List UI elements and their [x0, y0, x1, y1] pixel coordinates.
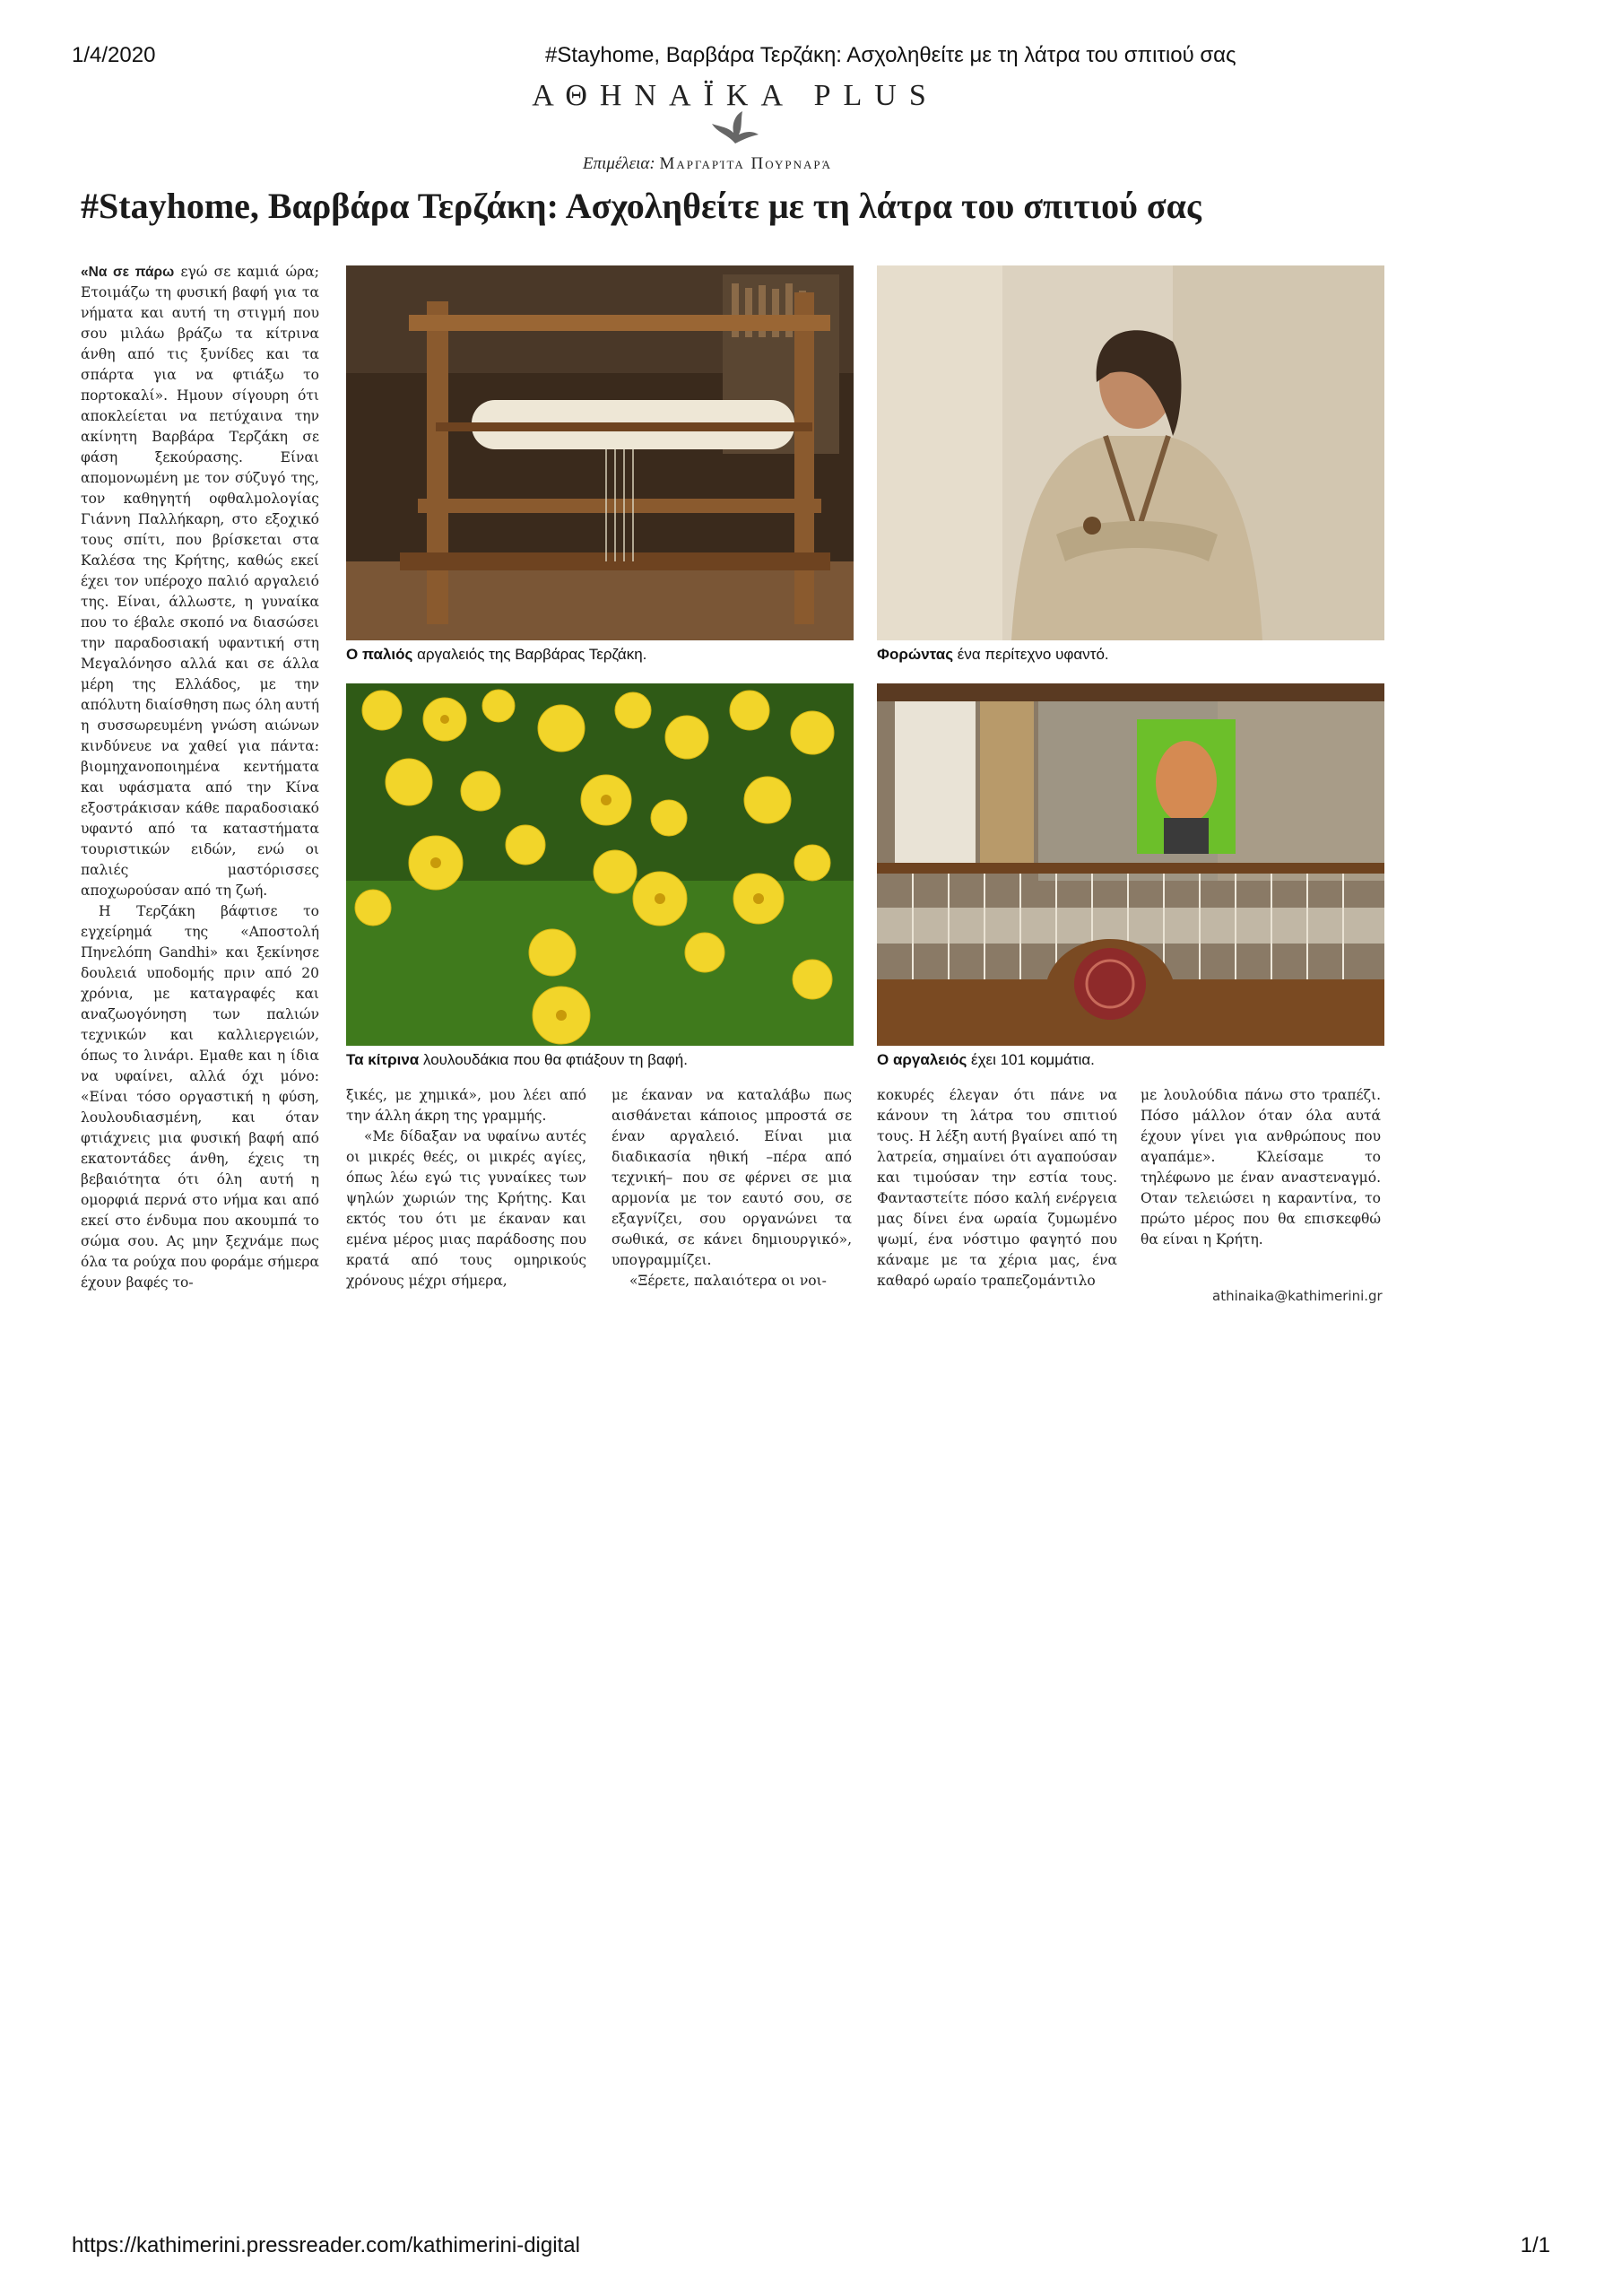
caption-text: αργαλειός της Βαρβάρας Τερζάκη. — [412, 646, 647, 663]
caption-lead: Τα κίτρινα — [346, 1051, 420, 1068]
loom-photo — [346, 265, 854, 640]
loom-room-photo-caption — [877, 1051, 1095, 1069]
caption-lead: Ο αργαλειός — [877, 1051, 967, 1068]
article-paragraph: Η Τερζάκη βάφτισε το εγχείρημά της «Αποστολή Πηνελόπη Gandhi» και ξεκίνησε δουλειά υποδομής πριν από 20 χρόνια, με καταγραφές και αναζωογόνηση των παλιών τεχνικών και καλλιεργειών, όπως το λινάρι. Εμαθε και η ίδια να υφαίνει, αλλά όχι μόνο: «Είναι τόσο οργαστική η φύση, λουλουδιασμένη, και όταν φτιάχνεις μια φυσική βαφή από εκατοντάδες άνθη, έχεις τη βεβαιότητα ότι όλη αυτή η ομορφιά περνά στο νήμα και από εκεί στο ένδυμα που ακουμπά το σώμα σου. Ας μην ξεχνάμε πως όλα τα ρούχα που φοράμε σήμερα έχουν βαφές το- — [81, 903, 319, 1291]
flowers-photo-caption — [346, 1051, 688, 1069]
article-lead: «Να σε πάρω — [81, 265, 175, 280]
bird-logo-icon — [708, 108, 762, 151]
caption-text: ένα περίτεχνο υφαντό. — [953, 646, 1109, 663]
editor-name: Μαργαρίτα Πουρναρά — [659, 154, 832, 173]
loom-photo-caption — [346, 646, 646, 664]
article-paragraph: «Με δίδαξαν να υφαίνω αυτές οι μικρές θεές, οι μικρές αγίες, όπως λέω εγώ τις γυναίκες των ψηλών χωριών της Κρήτης. Και εκτός του ότι με έκαναν και εμένα μέρος μιας παράδοσης που κρατά από τους ομηρικούς χρόνους μέχρι σήμερα, — [346, 1128, 586, 1289]
editor-credit — [583, 154, 832, 174]
portrait-photo-caption — [877, 646, 1109, 664]
section-masthead: ΑΘΗΝΑΪΚΑ PLUS — [532, 79, 939, 112]
browser-date: 1/4/2020 — [72, 43, 156, 67]
portrait-photo — [877, 265, 1384, 640]
flowers-photo — [346, 683, 854, 1046]
loom-room-photo — [877, 683, 1384, 1046]
caption-text: έχει 101 κομμάτια. — [967, 1051, 1095, 1068]
article-paragraph: με λουλούδια πάνω στο τραπέζι. Πόσο μάλλον όταν όλα αυτά έχουν γίνει για ανθρώπους που αγαπάμε». Κλείσαμε το τηλέφωνο με έναν αναστεναγμό. Οταν τελειώσει η καραντίνα, το πρώτο μέρος που θα επισκεφθώ θα είναι η Κρήτη. — [1141, 1087, 1381, 1248]
caption-text: λουλουδάκια που θα φτιάξουν τη βαφή. — [419, 1051, 688, 1068]
browser-page-title: #Stayhome, Βαρβάρα Τερζάκη: Ασχοληθείτε με τη λάτρα του σπιτιού σας — [545, 43, 1236, 67]
contact-email: athinaika@kathimerini.gr — [1212, 1288, 1383, 1304]
article-column-4 — [877, 1085, 1117, 1292]
article-column-2 — [346, 1085, 586, 1292]
article-text: εγώ σε καμιά ώρα; Ετοιμάζω τη φυσική βαφή για τα νήματα και αυτή τη στιγμή που σου μιλάω βράζω τα κίτρινα άνθη από τις ξυνίδες και τα σπάρτα για να φτιάξω το πορτοκαλί». Ημουν σίγουρη ότι αποκλείεται να πετύχαινα την ακίνητη Βαρβάρα Τερζάκη σε φάση ξεκούρασης. Είναι απομονωμένη με τον σύζυγό της, τον καθηγητή οφθαλμολογίας Γιάννη Παλλήκαρη, στο εξοχικό τους σπίτι, που βρίσκεται στα Καλέσα της Κρήτης, καθώς εκεί έχει τον υπέροχο παλιό αργαλειό της. Είναι, άλλωστε, η γυναίκα που το έβαλε σκοπό να διασώσει την παραδοσιακή υφαντική στη Μεγαλόνησο αλλά και σε άλλα μέρη της Ελλάδος, με την απόλυτη διαίσθηση πως όλη αυτή η συσσωρευμένη γνώση αιώνων κινδύνευε να χαθεί για πάντα: βιομηχανοποιημένα κεντήματα και υφάσματα από την Κίνα εξοστράκισαν κάθε παραδοσιακό υφαντό από τα καταστήματα τουριστικών ειδών, ενώ οι παλιές μαστόρισσες αποχωρούσαν από τη ζωή. — [81, 264, 319, 899]
article-headline: #Stayhome, Βαρβάρα Τερζάκη: Ασχοληθείτε με τη λάτρα του σπιτιού σας — [81, 186, 1201, 226]
article-column-3 — [612, 1085, 852, 1292]
page-count: 1/1 — [1520, 2233, 1550, 2257]
caption-lead: Φορώντας — [877, 646, 954, 663]
article-paragraph: με έκαναν να καταλάβω πως αισθάνεται κάποιος μπροστά σε έναν αργαλειό. Είναι μια διαδικασία ηθική –πέρα από τεχνική– που σε φέρνει σε μια αρμονία με τον εαυτό σου, σε εξαγνίζει, σου οργανώνει τα σωθικά, σε κάνει δημιουργικό», υπογραμμίζει. — [612, 1087, 852, 1268]
caption-lead: Ο παλιός — [346, 646, 413, 663]
article-paragraph: ξικές, με χημικά», μου λέει από την άλλη άκρη της γραμμής. — [346, 1087, 586, 1124]
article-paragraph: «Ξέρετε, παλαιότερα οι νοι- — [629, 1273, 827, 1289]
article-column-5 — [1141, 1085, 1381, 1250]
editor-prefix: Επιμέλεια: — [583, 154, 655, 173]
article-paragraph: κοκυρές έλεγαν ότι πάνε να κάνουν τη λάτρα του σπιτιού τους. Η λέξη αυτή βγαίνει από τη λατρεία, σημαίνει ότι αγαπούσαν και τιμούσαν την εστία τους. Φανταστείτε πόσο καλή ενέργεια μας δίνει ένα ωραία ζυμωμένο ψωμί, ένα νόστιμο φαγητό που κάναμε με τα χέρια μας, ένα καθαρό ωραίο τραπεζομάντιλο — [877, 1087, 1117, 1289]
article-column-1 — [81, 262, 319, 1293]
article-paragraph — [81, 262, 319, 901]
page-url: https://kathimerini.pressreader.com/kathimerini-digital — [72, 2233, 580, 2257]
